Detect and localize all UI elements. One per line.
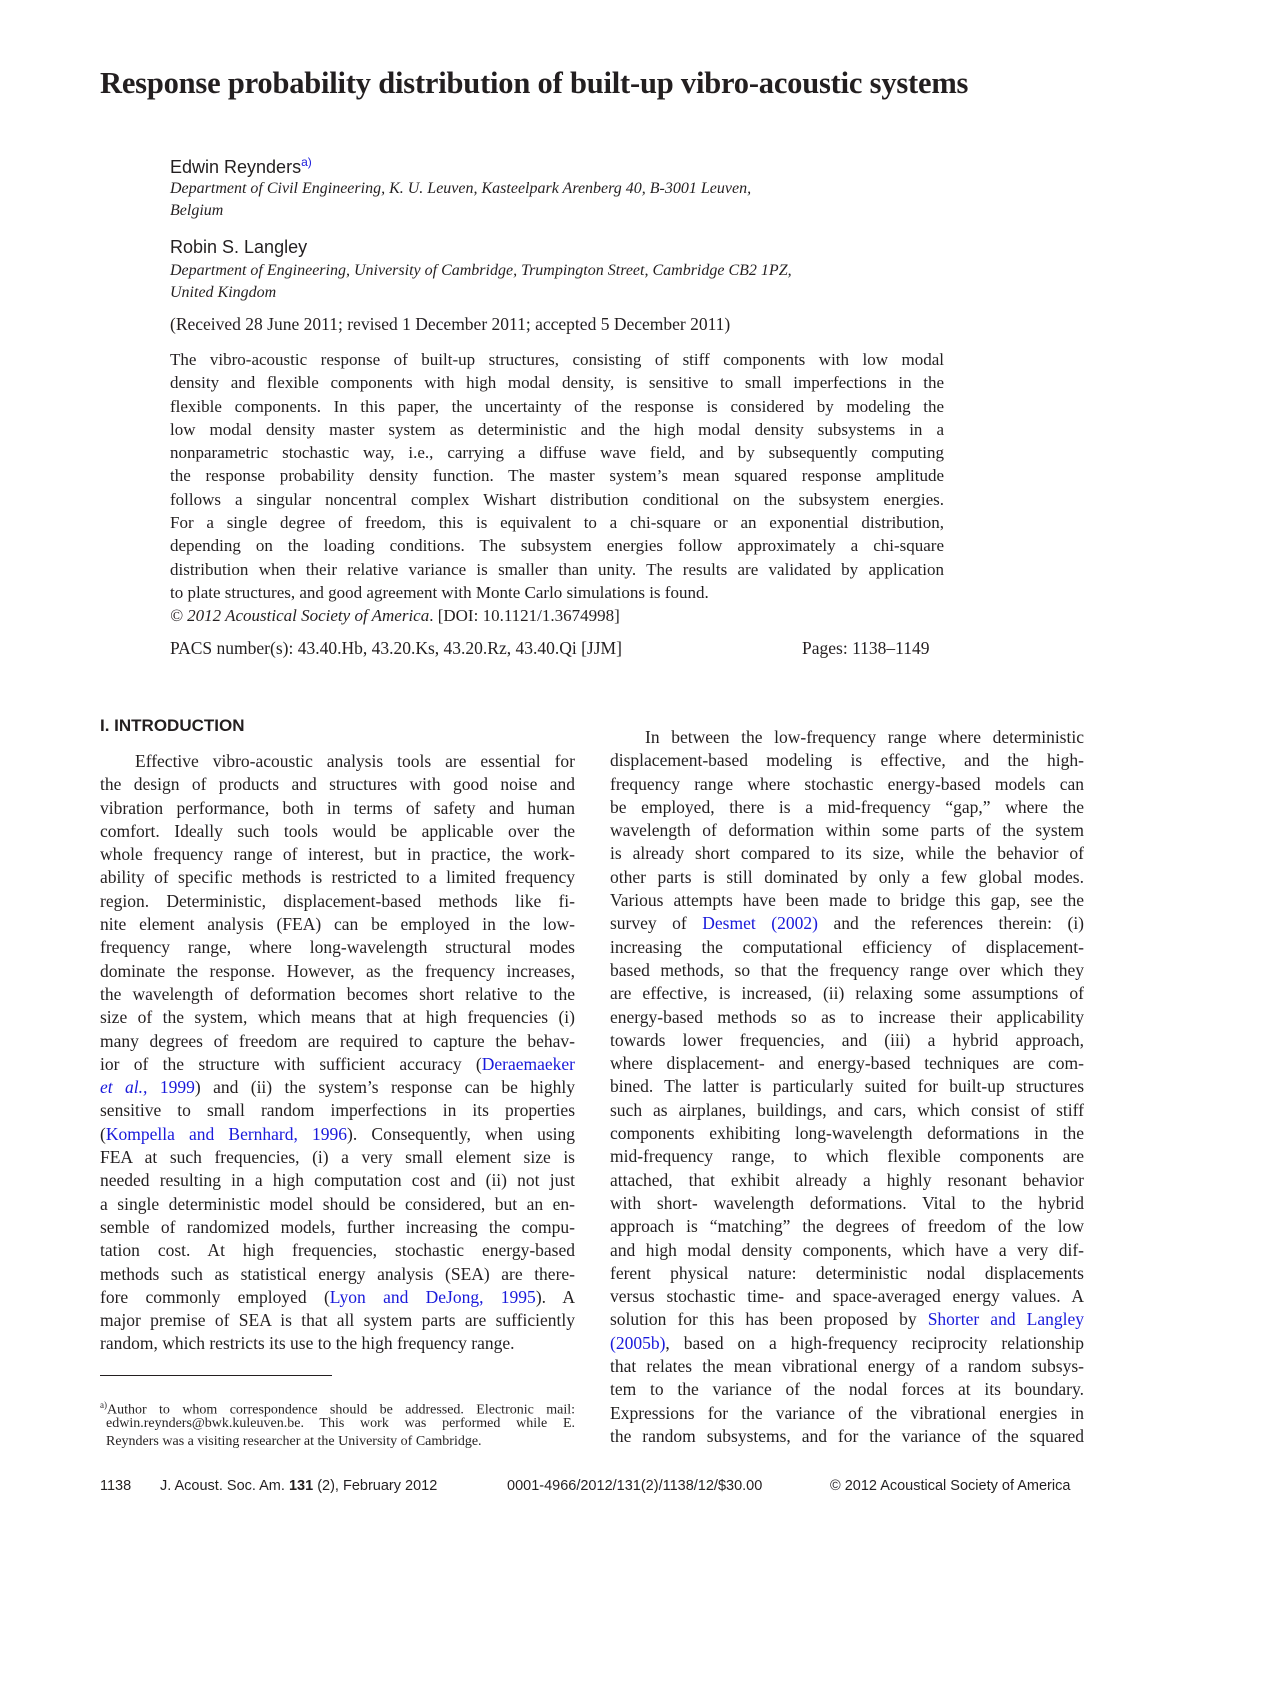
affiliation-line: United Kingdom [170, 283, 277, 301]
text-span: distribution when their relative variance is smaller than unity. The results are validated by application [170, 559, 944, 579]
text-span: comfort. Ideally such tools would be applicable over the [100, 820, 575, 841]
text-span: density and flexible components with high modal density, is sensitive to small imperfections in the [170, 373, 944, 393]
text-line [610, 1099, 1084, 1122]
text-line [170, 488, 944, 511]
text-span: are effective, is increased, (ii) relaxing some assumptions of [610, 983, 1084, 1004]
text-line [100, 1146, 575, 1169]
text-line [610, 1402, 1084, 1425]
footer-copyright: © 2012 Acoustical Society of America [830, 1478, 1071, 1494]
text-span: © 2012 Acoustical Society of America [170, 606, 430, 626]
received-dates: (Received 28 June 2011; revised 1 December 2011; accepted 5 December 2011) [170, 314, 731, 334]
text-line [100, 1332, 575, 1355]
text-line [610, 796, 1084, 819]
text-span: the random subsystems, and for the variance of the squared [610, 1425, 1084, 1446]
footnote-line: Reynders was a visiting researcher at the University of Cambridge. [106, 1434, 482, 1449]
text-line [610, 1169, 1084, 1192]
footnote-line: edwin.reynders@bwk.kuleuven.be. This work was performed while E. [106, 1415, 575, 1431]
text-span: flexible components. In this paper, the uncertainty of the response is considered by modeling the [170, 396, 944, 416]
text-span: methods such as statistical energy analysis (SEA) are there- [100, 1263, 575, 1284]
text-line [170, 558, 944, 581]
text-line [610, 726, 1084, 749]
text-span: In between the low-frequency range where deterministic [645, 727, 1084, 747]
left-column-text [100, 750, 575, 1356]
text-line [610, 1145, 1084, 1168]
citation-link[interactable]: Desmet (2002) [702, 913, 818, 934]
text-line [100, 1309, 575, 1332]
text-span: bined. The latter is particularly suited for built-up structures [610, 1076, 1084, 1097]
text-span: such as airplanes, buildings, and cars, which consist of stiff [610, 1099, 1084, 1120]
text-line [100, 1099, 575, 1122]
text-line [100, 1216, 575, 1239]
text-span: Effective vibro-acoustic analysis tools are essential for [135, 751, 575, 771]
text-line [100, 866, 575, 889]
text-line [170, 441, 944, 464]
text-line [100, 960, 575, 983]
text-span: Various attempts have been made to bridge this gap, see the [610, 890, 1084, 911]
text-line [610, 842, 1084, 865]
text-line [610, 1332, 1084, 1355]
text-line [100, 750, 575, 773]
text-line [610, 1052, 1084, 1075]
text-line [100, 936, 575, 959]
footer-journal [160, 1478, 437, 1494]
text-span: Expressions for the variance of the vibrational energies in [610, 1402, 1084, 1423]
text-span: the design of products and structures with good noise and [100, 774, 575, 795]
text-line [610, 1122, 1084, 1145]
text-line [170, 348, 944, 371]
text-line [610, 1006, 1084, 1029]
text-span: size of the system, which means that at high frequencies (i) [100, 1007, 575, 1028]
author-affiliation [170, 260, 890, 303]
text-span: where displacement- and energy-based techniques are com- [610, 1053, 1084, 1074]
author-name-text: Edwin Reynders [170, 157, 302, 177]
text-span: ferent physical nature: deterministic nodal displacements [610, 1262, 1084, 1283]
text-span: . [DOI: 10.1121/1.3674998] [429, 606, 620, 626]
text-line [610, 773, 1084, 796]
journal-volume: 131 [288, 1478, 314, 1494]
text-span: follows a singular noncentral complex Wishart distribution conditional on the subsystem energies. [170, 489, 944, 509]
text-span: energy-based methods so as to increase their applicability [610, 1006, 1084, 1027]
text-span: a single deterministic model should be considered, but an en- [100, 1193, 575, 1214]
text-line [100, 1053, 575, 1076]
text-line [100, 1239, 575, 1262]
text-line [610, 1285, 1084, 1308]
text-span: solution for this has been proposed by [610, 1309, 928, 1330]
text-span: survey of [610, 913, 703, 934]
text-line [100, 843, 575, 866]
text-line [610, 1215, 1084, 1238]
text-line [100, 983, 575, 1006]
text-span: approach is “matching” the degrees of freedom of the low [610, 1216, 1084, 1237]
text-line [100, 1169, 575, 1192]
text-span: ). A [535, 1286, 575, 1307]
author-name [170, 155, 312, 178]
text-line [610, 1192, 1084, 1215]
text-span: vibration performance, both in terms of safety and human [100, 797, 575, 818]
text-span: and the references therein: (i) [817, 913, 1085, 934]
text-line [100, 773, 575, 796]
text-span: attached, that exhibit already a highly resonant behavior [610, 1169, 1084, 1190]
citation-link[interactable]: Shorter and Langley [927, 1309, 1084, 1330]
text-line [100, 1030, 575, 1053]
text-span: with short- wavelength deformations. Vital to the hybrid [610, 1192, 1084, 1213]
text-span: frequency range, where long-wavelength structural modes [100, 937, 575, 958]
text-line [610, 1075, 1084, 1098]
text-span: fore commonly employed ( [100, 1286, 330, 1307]
text-span: For a single degree of freedom, this is equivalent to a chi-square or an exponential distribution, [170, 513, 944, 533]
text-span: the response probability density function. The master system’s mean squared response amplitude [170, 466, 944, 486]
text-line [610, 1029, 1084, 1052]
footer-code: 0001-4966/2012/131(2)/1138/12/$30.00 [507, 1478, 763, 1494]
text-span: ). Consequently, when using [347, 1123, 576, 1144]
text-span: frequency range where stochastic energy-based models can [610, 773, 1084, 794]
text-line [610, 1425, 1084, 1448]
text-span: dominate the response. However, as the frequency increases, [100, 960, 575, 981]
text-line [170, 464, 944, 487]
text-span: that relates the mean vibrational energy of a random subsys- [610, 1356, 1084, 1377]
text-span: nite element analysis (FEA) can be employed in the low- [100, 914, 575, 935]
citation-link[interactable]: et al., [100, 1077, 148, 1098]
text-line [100, 797, 575, 820]
text-span: increasing the computational efficiency of displacement- [610, 936, 1084, 957]
text-line [610, 819, 1084, 842]
text-line [610, 1378, 1084, 1401]
text-span: ( [100, 1123, 106, 1144]
text-span: mid-frequency range, to which flexible components are [610, 1146, 1084, 1167]
text-span: semble of randomized models, further increasing the compu- [100, 1216, 575, 1237]
pacs-numbers: PACS number(s): 43.40.Hb, 43.20.Ks, 43.20.Rz, 43.40.Qi [JJM] [170, 638, 622, 658]
text-line [170, 581, 944, 604]
footnote-divider [100, 1375, 332, 1376]
text-span: to plate structures, and good agreement with Monte Carlo simulations is found. [170, 582, 709, 602]
text-span: based methods, so that the frequency range over which they [610, 959, 1084, 980]
text-line [100, 1193, 575, 1216]
author-affiliation [170, 178, 890, 221]
text-span: many degrees of freedom are required to capture the behav- [100, 1030, 575, 1051]
text-line [100, 913, 575, 936]
text-line [170, 511, 944, 534]
text-span: and high modal density components, which have a very dif- [610, 1239, 1084, 1260]
text-span: ability of specific methods is restricted to a limited frequency [100, 867, 575, 888]
journal-name: J. Acoust. Soc. Am. [160, 1478, 285, 1494]
footnote [100, 1396, 575, 1452]
text-span: whole frequency range of interest, but in practice, the work- [100, 844, 575, 865]
text-line [100, 1076, 575, 1099]
text-span: , based on a high-frequency reciprocity relationship [665, 1332, 1084, 1353]
text-span: wavelength of deformation within some parts of the system [610, 820, 1084, 841]
citation-link[interactable]: Deraemaeker [481, 1053, 575, 1074]
text-line [610, 866, 1084, 889]
journal-issue: (2), February 2012 [317, 1478, 438, 1494]
text-span: random, which restricts its use to the high frequency range. [100, 1333, 515, 1354]
text-span: needed resulting in a high computation cost and (ii) not just [100, 1170, 575, 1191]
text-line [610, 1355, 1084, 1378]
text-span: ior of the structure with sufficient accuracy ( [100, 1053, 482, 1074]
citation-link[interactable]: Kompella and Bernhard, 1996 [105, 1123, 348, 1144]
footnote-text: Author to whom correspondence should be addressed. Electronic mail: [107, 1402, 575, 1418]
text-span: tem to the variance of the nodal forces at its boundary. [610, 1379, 1084, 1400]
footnote-link[interactable]: a) [301, 155, 312, 169]
text-line [100, 1286, 575, 1309]
footer-page-number: 1138 [100, 1478, 132, 1494]
text-span: ) and (ii) the system’s response can be highly [194, 1077, 576, 1098]
text-line [610, 959, 1084, 982]
text-span: be employed, there is a mid-frequency “gap,” where the [610, 796, 1084, 817]
text-span: other parts is still dominated by only a few global modes. [610, 866, 1084, 887]
text-line [100, 1123, 575, 1146]
text-line [610, 982, 1084, 1005]
text-line [100, 1263, 575, 1286]
text-span: displacement-based modeling is effective, and the high- [610, 750, 1084, 771]
text-line [170, 395, 944, 418]
text-span: FEA at such frequencies, (i) a very small element size is [100, 1147, 575, 1168]
citation-link[interactable]: 1999 [147, 1077, 195, 1098]
citation-link[interactable]: Lyon and DeJong, 1995 [329, 1286, 536, 1307]
text-line [170, 604, 944, 627]
text-span: the wavelength of deformation becomes short relative to the [100, 983, 575, 1004]
affiliation-line: Department of Engineering, University of Cambridge, Trumpington Street, Cambridge CB2 1PZ, [170, 262, 792, 279]
text-line [610, 749, 1084, 772]
text-span: components exhibiting long-wavelength deformations in the [610, 1123, 1084, 1144]
footnote-mark: a) [100, 1400, 107, 1410]
text-span: nonparametric stochastic way, i.e., carrying a diffuse wave field, and by subsequently computing [170, 443, 944, 463]
text-span: towards lower frequencies, and (iii) a hybrid approach, [610, 1029, 1084, 1050]
text-span: major premise of SEA is that all system parts are sufficiently [100, 1310, 575, 1331]
section-heading: I. INTRODUCTION [100, 716, 245, 735]
text-line [610, 912, 1084, 935]
text-span: low modal density master system as deterministic and the high modal density subsystems in a [170, 419, 944, 439]
text-span: versus stochastic time- and space-averaged energy values. A [610, 1286, 1084, 1307]
text-line [170, 418, 944, 441]
citation-link[interactable]: (2005b) [610, 1332, 666, 1353]
paper-title: Response probability distribution of built-up vibro-acoustic systems [100, 66, 969, 100]
text-span: depending on the loading conditions. The subsystem energies follow approximately a chi-square [170, 536, 944, 556]
text-span: The vibro-acoustic response of built-up structures, consisting of stiff components with low modal [170, 350, 944, 369]
text-line [610, 889, 1084, 912]
text-line [170, 534, 944, 557]
text-span: sensitive to small random imperfections in its properties [100, 1100, 575, 1121]
text-line [170, 371, 944, 394]
text-line [610, 936, 1084, 959]
text-line [610, 1239, 1084, 1262]
text-line [100, 890, 575, 913]
text-line [100, 1006, 575, 1029]
right-column-text [610, 726, 1084, 1448]
text-span: tation cost. At high frequencies, stochastic energy-based [100, 1240, 575, 1261]
author-name: Robin S. Langley [170, 237, 308, 257]
footnote-line [100, 1396, 575, 1418]
abstract [170, 348, 944, 628]
text-span: region. Deterministic, displacement-based methods like fi- [100, 890, 575, 911]
text-line [100, 820, 575, 843]
text-line [610, 1308, 1084, 1331]
affiliation-line: Department of Civil Engineering, K. U. Leuven, Kasteelpark Arenberg 40, B-3001 Leuven, [170, 180, 752, 197]
text-line [610, 1262, 1084, 1285]
affiliation-line: Belgium [170, 201, 224, 219]
page-range: Pages: 1138–1149 [802, 638, 930, 658]
text-span: is already short compared to its size, while the behavior of [610, 843, 1084, 864]
